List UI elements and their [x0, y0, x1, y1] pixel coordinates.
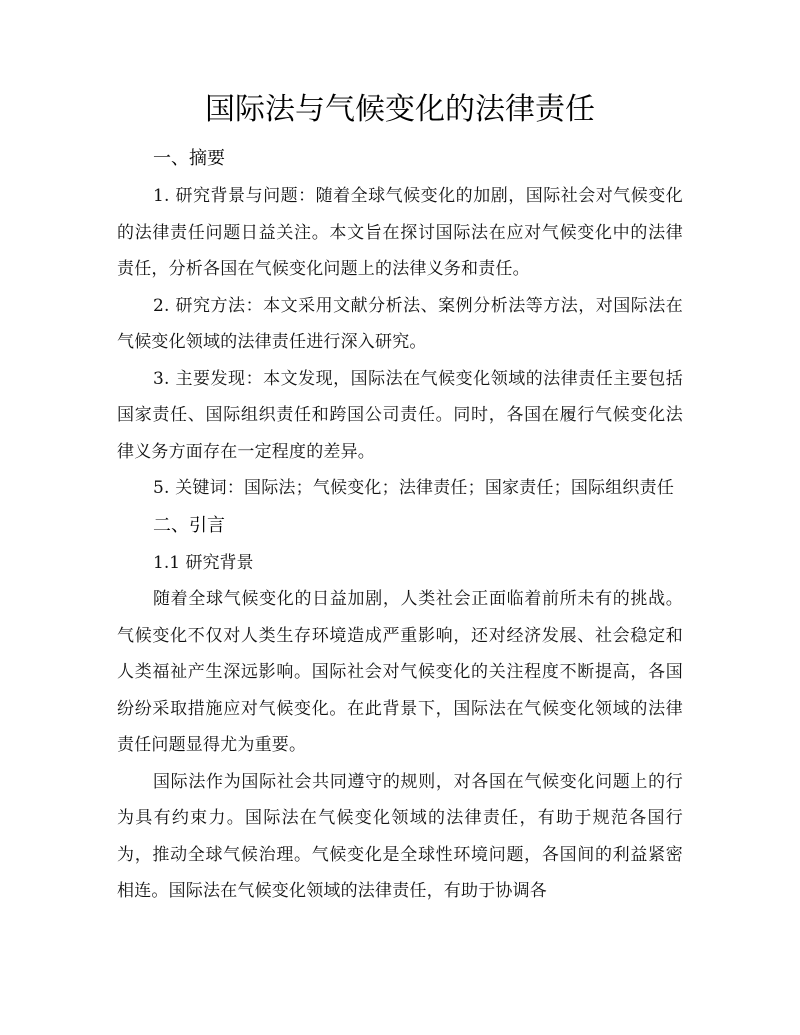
section-heading-abstract: 一、摘要: [153, 148, 225, 169]
intro-paragraph-1: 随着全球气候变化的日益加剧，人类社会正面临着前所未有的挑战。气候变化不仅对人类生存环境造成严重影响，还对经济发展、社会稳定和人类福祉产生深远影响。国际社会对气候变化的关注程度不断提高，各国纷纷采取措施应对气候变化。在此背景下，国际法在气候变化领域的法律责任问题显得尤为重要。: [117, 589, 683, 755]
abstract-item-methods: 2. 研究方法：本文采用文献分析法、案例分析法等方法，对国际法在气候变化领域的法律责任进行深入研究。: [117, 295, 683, 352]
section-heading-intro: 二、引言: [153, 514, 225, 536]
intro-paragraph-2: 国际法作为国际社会共同遵守的规则，对各国在气候变化问题上的行为具有约束力。国际法在气候变化领域的法律责任，有助于规范各国行为，推动全球气候治理。气候变化是全球性环境问题，各国间的利益紧密相连。国际法在气候变化领域的法律责任，有助于协调各: [117, 771, 683, 901]
abstract-item-keywords: 5. 关键词：国际法；气候变化；法律责任；国家责任；国际组织责任: [153, 478, 675, 498]
document-title: 国际法与气候变化的法律责任: [205, 92, 595, 127]
abstract-item-background: 1. 研究背景与问题：随着全球气候变化的加剧，国际社会对气候变化的法律责任问题日益关注。本文旨在探讨国际法在应对气候变化中的法律责任，分析各国在气候变化问题上的法律义务和责任。: [117, 186, 683, 279]
document-body: [117, 140, 683, 910]
abstract-item-findings: 3. 主要发现：本文发现，国际法在气候变化领域的法律责任主要包括国家责任、国际组织责任和跨国公司责任。同时，各国在履行气候变化法律义务方面存在一定程度的差异。: [117, 368, 683, 462]
subsection-heading-background: 1.1 研究背景: [153, 552, 254, 573]
